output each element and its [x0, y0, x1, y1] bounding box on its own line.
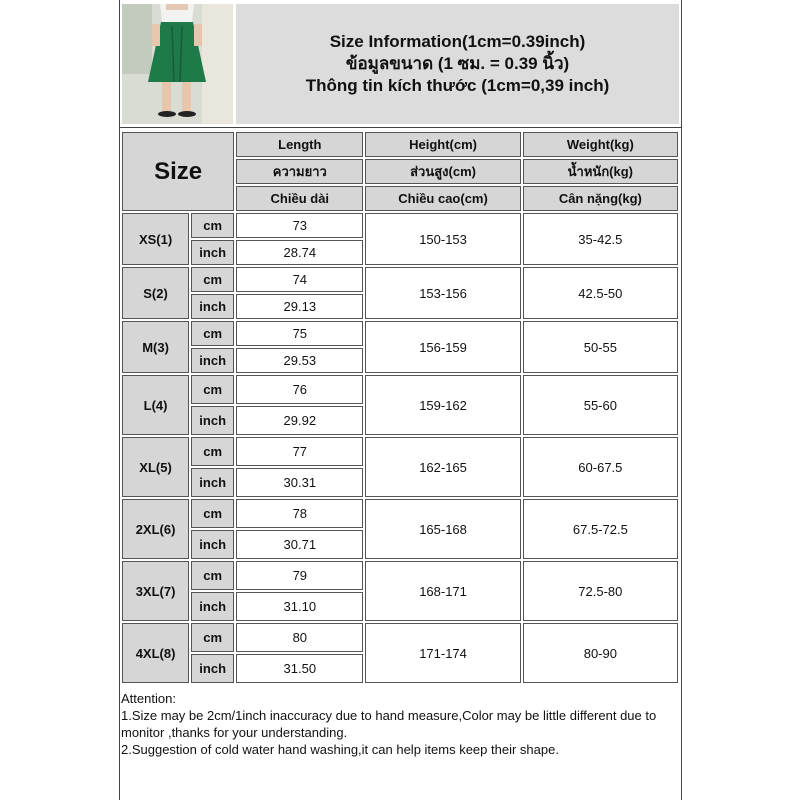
length-inch: 29.92: [236, 406, 363, 435]
weight-range: 80-90: [523, 623, 678, 683]
unit-inch: inch: [191, 294, 234, 319]
size-cell: M(3): [122, 321, 189, 373]
size-cell: XL(5): [122, 437, 189, 497]
height-range: 153-156: [365, 267, 520, 319]
unit-inch: inch: [191, 530, 234, 559]
unit-cm: cm: [191, 437, 234, 466]
weight-header-en: Weight(kg): [523, 132, 678, 157]
length-cm: 80: [236, 623, 363, 652]
height-header-vi: Chiều cao(cm): [365, 186, 520, 211]
length-inch: 28.74: [236, 240, 363, 265]
size-cell: 4XL(8): [122, 623, 189, 683]
unit-cm: cm: [191, 623, 234, 652]
table-row: [122, 561, 678, 590]
unit-cm: cm: [191, 499, 234, 528]
length-inch: 31.50: [236, 654, 363, 683]
unit-inch: inch: [191, 348, 234, 373]
length-inch: 31.10: [236, 592, 363, 621]
model-illustration: [122, 4, 233, 124]
weight-range: 42.5-50: [523, 267, 678, 319]
title-thai: ข้อมูลขนาด (1 ซม. = 0.39 นิ้ว): [345, 54, 570, 73]
size-cell: S(2): [122, 267, 189, 319]
weight-header-th: น้ำหนัก(kg): [523, 159, 678, 184]
unit-cm: cm: [191, 375, 234, 404]
length-cm: 79: [236, 561, 363, 590]
product-photo: [122, 4, 233, 124]
attention-title: Attention:: [121, 691, 176, 706]
unit-inch: inch: [191, 240, 234, 265]
length-header-en: Length: [236, 132, 363, 157]
height-range: 162-165: [365, 437, 520, 497]
length-cm: 73: [236, 213, 363, 238]
length-inch: 30.71: [236, 530, 363, 559]
unit-inch: inch: [191, 592, 234, 621]
title-vietnamese: Thông tin kích thước (1cm=0,39 inch): [305, 76, 610, 95]
unit-inch: inch: [191, 406, 234, 435]
attention-line-2: 2.Suggestion of cold water hand washing,it can help items keep their shape.: [121, 742, 559, 757]
height-range: 159-162: [365, 375, 520, 435]
height-range: 156-159: [365, 321, 520, 373]
weight-range: 72.5-80: [523, 561, 678, 621]
weight-range: 60-67.5: [523, 437, 678, 497]
length-inch: 30.31: [236, 468, 363, 497]
weight-range: 50-55: [523, 321, 678, 373]
table-row: [122, 321, 678, 346]
weight-range: 55-60: [523, 375, 678, 435]
weight-range: 35-42.5: [523, 213, 678, 265]
height-range: 168-171: [365, 561, 520, 621]
unit-cm: cm: [191, 267, 234, 292]
table-row: [122, 267, 678, 292]
unit-inch: inch: [191, 468, 234, 497]
unit-cm: cm: [191, 213, 234, 238]
size-cell: L(4): [122, 375, 189, 435]
table-row: [122, 499, 678, 528]
attention-line-1: 1.Size may be 2cm/1inch inaccuracy due to hand measure,Color may be little different due to monitor ,thanks for your understanding.: [121, 708, 657, 740]
length-cm: 78: [236, 499, 363, 528]
unit-inch: inch: [191, 654, 234, 683]
table-row: [122, 437, 678, 466]
length-cm: 77: [236, 437, 363, 466]
length-inch: 29.13: [236, 294, 363, 319]
length-cm: 76: [236, 375, 363, 404]
size-info-banner: [236, 4, 679, 124]
table-row: [122, 213, 678, 238]
table-row: [122, 375, 678, 404]
height-header-th: ส่วนสูง(cm): [365, 159, 520, 184]
unit-cm: cm: [191, 321, 234, 346]
unit-cm: cm: [191, 561, 234, 590]
length-header-th: ความยาว: [236, 159, 363, 184]
size-cell: 2XL(6): [122, 499, 189, 559]
length-cm: 75: [236, 321, 363, 346]
length-cm: 74: [236, 267, 363, 292]
table-row: [122, 623, 678, 652]
length-inch: 29.53: [236, 348, 363, 373]
height-range: 165-168: [365, 499, 520, 559]
size-header: Size: [122, 132, 234, 211]
weight-header-vi: Cân nặng(kg): [523, 186, 678, 211]
height-range: 150-153: [365, 213, 520, 265]
attention-notes: [121, 690, 676, 758]
height-header-en: Height(cm): [365, 132, 520, 157]
size-table: [120, 130, 680, 685]
weight-range: 67.5-72.5: [523, 499, 678, 559]
title-english: Size Information(1cm=0.39inch): [329, 32, 586, 51]
height-range: 171-174: [365, 623, 520, 683]
size-cell: XS(1): [122, 213, 189, 265]
length-header-vi: Chiều dài: [236, 186, 363, 211]
size-cell: 3XL(7): [122, 561, 189, 621]
